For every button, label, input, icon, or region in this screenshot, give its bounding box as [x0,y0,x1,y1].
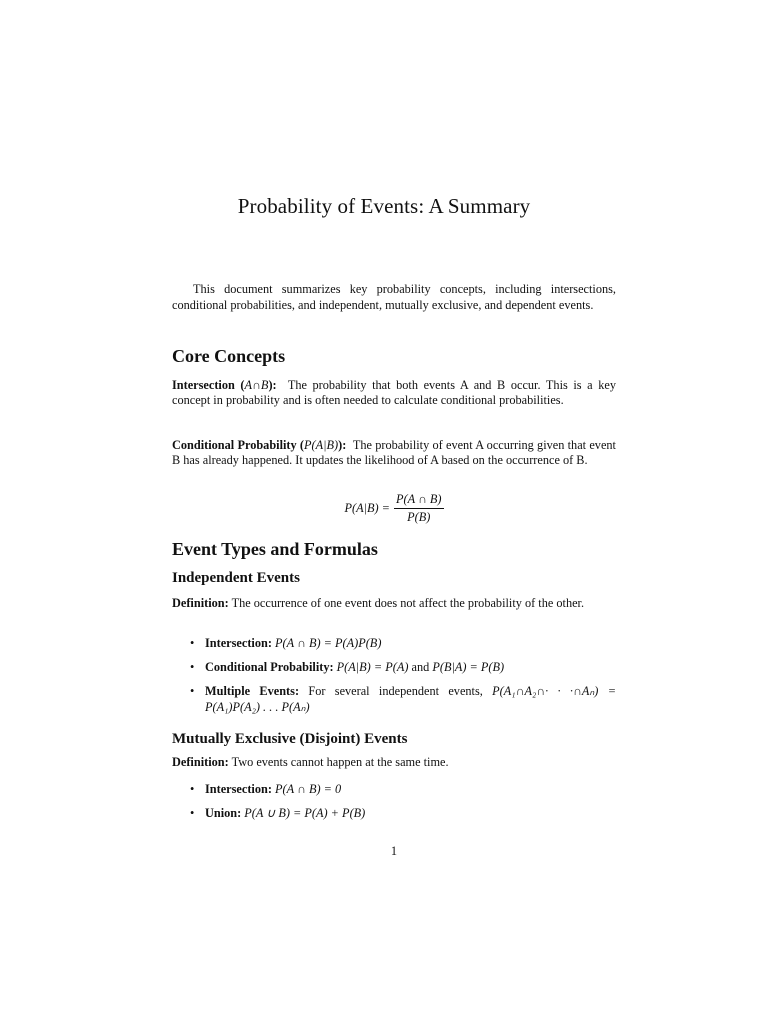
page-title: Probability of Events: A Summary [237,194,531,218]
list-item: • Intersection: P(A ∩ B) = 0 [190,782,342,796]
mutually-exclusive-definition [172,755,616,770]
bullet-icon: • [190,684,195,699]
page-number: 1 [390,844,398,858]
intersection-term: Intersection (A∩B): [172,378,277,392]
list-item: • Conditional Probability: P(A|B) = P(A) and P(B|A) = P(B) [190,660,505,675]
conditional-text: The probability of event A occurring given that event B has already happened. It updates the likelihood of A based on the occurrence of B. [172,438,616,468]
conditional-paragraph [172,438,616,468]
abstract-paragraph: This document summarizes key probability concepts, including intersections, conditional probabilities, and independent, mutually exclusive, and dependent events. [172,282,616,312]
list-item: • Intersection: P(A ∩ B) = P(A)P(B) [190,636,382,650]
formula-numerator: P(A ∩ B) [394,492,444,509]
independent-bullet-list [190,636,616,724]
list-item: • Union: P(A ∪ B) = P(A) + P(B) [190,806,366,821]
subsection-heading-independent: Independent Events [172,570,300,586]
definition-label: Definition: [172,755,229,769]
formula-denominator: P(B) [407,510,431,524]
mutually-exclusive-bullet-list [190,782,616,830]
section-heading-core-concepts: Core Concepts [172,346,286,366]
conditional-formula [0,492,768,525]
definition-text: Two events cannot happen at the same time. [231,755,449,769]
definition-label: Definition: [172,596,229,610]
bullet-icon: • [190,636,195,650]
bullet-icon: • [190,660,195,675]
list-item: • Multiple Events: For several independent events, P(A₁∩A₂∩· · ·∩Aₙ) = P(A₁)P(A₂) . . . P(Aₙ) [190,684,616,714]
independent-definition [172,596,616,611]
section-heading-event-types: Event Types and Formulas [172,539,378,559]
bullet-icon: • [190,782,195,796]
intersection-paragraph [172,378,616,408]
conditional-term: Conditional Probability (P(A|B)): [172,438,347,452]
formula-fraction [394,492,444,525]
formula-lhs: P(A|B) = [344,501,390,515]
intersection-text: The probability that both events A and B occur. This is a key concept in probability and is often needed to calculate conditional probabilities. [172,378,616,408]
definition-text: The occurrence of one event does not affect the probability of the other. [231,596,585,610]
bullet-icon: • [190,806,195,821]
subsection-heading-mutually-exclusive: Mutually Exclusive (Disjoint) Events [172,731,408,747]
